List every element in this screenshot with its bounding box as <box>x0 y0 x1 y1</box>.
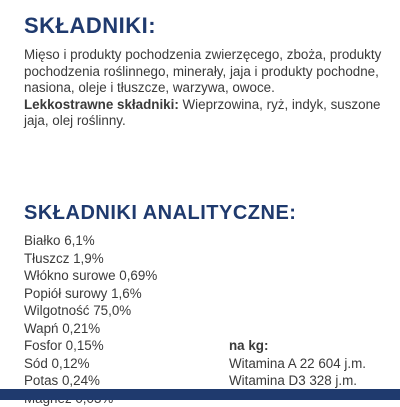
analytical-item: Potas 0,24% <box>24 372 157 390</box>
ingredients-composition: Mięso i produkty pochodzenia zwierzęcego, zboża, produkty pochodzenia roślinnego, minerały, jaja i produkty pochodne, nasiona, oleje i tłuszcze, warzywa, owoce. <box>24 47 394 97</box>
analytical-item: Wilgotność 75,0% <box>24 302 157 320</box>
per-kg-label: na kg: <box>229 337 366 355</box>
analytical-list <box>24 232 157 407</box>
bottom-band <box>0 389 400 400</box>
ingredients-text <box>24 47 394 130</box>
analytical-item: Wapń 0,21% <box>24 320 157 338</box>
featured-ingredients-text: Wieprzowina, ryż, indyk, suszone jaja, olej roślinny. <box>24 97 380 129</box>
ingredients-title: SKŁADNIKI: <box>24 13 156 39</box>
vitamin-a: Witamina A 22 604 j.m. <box>229 355 366 373</box>
vitamin-d3: Witamina D3 328 j.m. <box>229 372 366 390</box>
analytical-item: Włókno surowe 0,69% <box>24 267 157 285</box>
analytical-item: Białko 6,1% <box>24 232 157 250</box>
analytical-item: Tłuszcz 1,9% <box>24 250 157 268</box>
analytical-title: SKŁADNIKI ANALITYCZNE: <box>24 202 296 225</box>
analytical-item: Popiół surowy 1,6% <box>24 285 157 303</box>
featured-ingredients-label: Lekkostrawne składniki: <box>24 97 179 112</box>
per-kg-block <box>229 337 366 390</box>
analytical-item: Fosfor 0,15% <box>24 337 157 355</box>
analytical-item: Sód 0,12% <box>24 355 157 373</box>
